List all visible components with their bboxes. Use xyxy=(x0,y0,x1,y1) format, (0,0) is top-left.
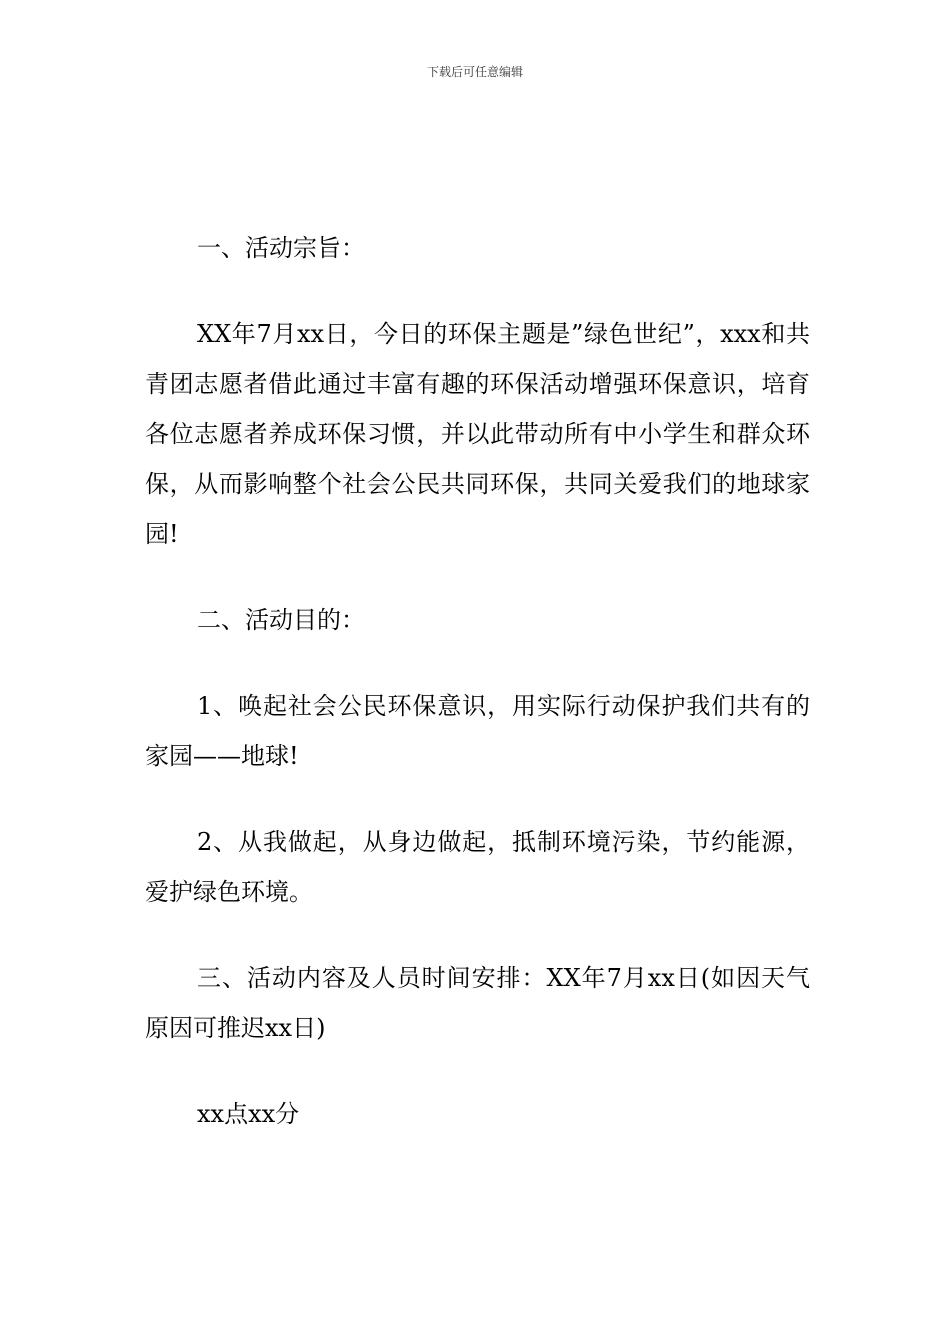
schedule-time: xx点xx分 xyxy=(197,1100,300,1128)
document-body xyxy=(145,223,810,1139)
header-note: 下载后可任意编辑 xyxy=(426,65,523,79)
section-heading-goals: 二、活动目的： xyxy=(197,606,365,634)
goal-item-2: 2、从我做起，从身边做起，抵制环境污染，节约能源，爱护绿色环境。 xyxy=(145,828,810,906)
section-heading-schedule: 三、活动内容及人员时间安排：XX年7月xx日(如因天气原因可推迟xx日) xyxy=(145,964,810,1042)
goal-item-1: 1、唤起社会公民环保意识，用实际行动保护我们共有的家园——地球! xyxy=(145,692,810,770)
section-heading-purpose: 一、活动宗旨： xyxy=(197,234,365,262)
purpose-paragraph: XX年7月xx日，今日的环保主题是”绿色世纪”，xxx和共青团志愿者借此通过丰富有趣的环保活动增强环保意识，培育各位志愿者养成环保习惯，并以此带动所有中小学生和群众环保，从而影响整个社会公民共同环保，共同关爱我们的地球家园! xyxy=(145,320,810,548)
